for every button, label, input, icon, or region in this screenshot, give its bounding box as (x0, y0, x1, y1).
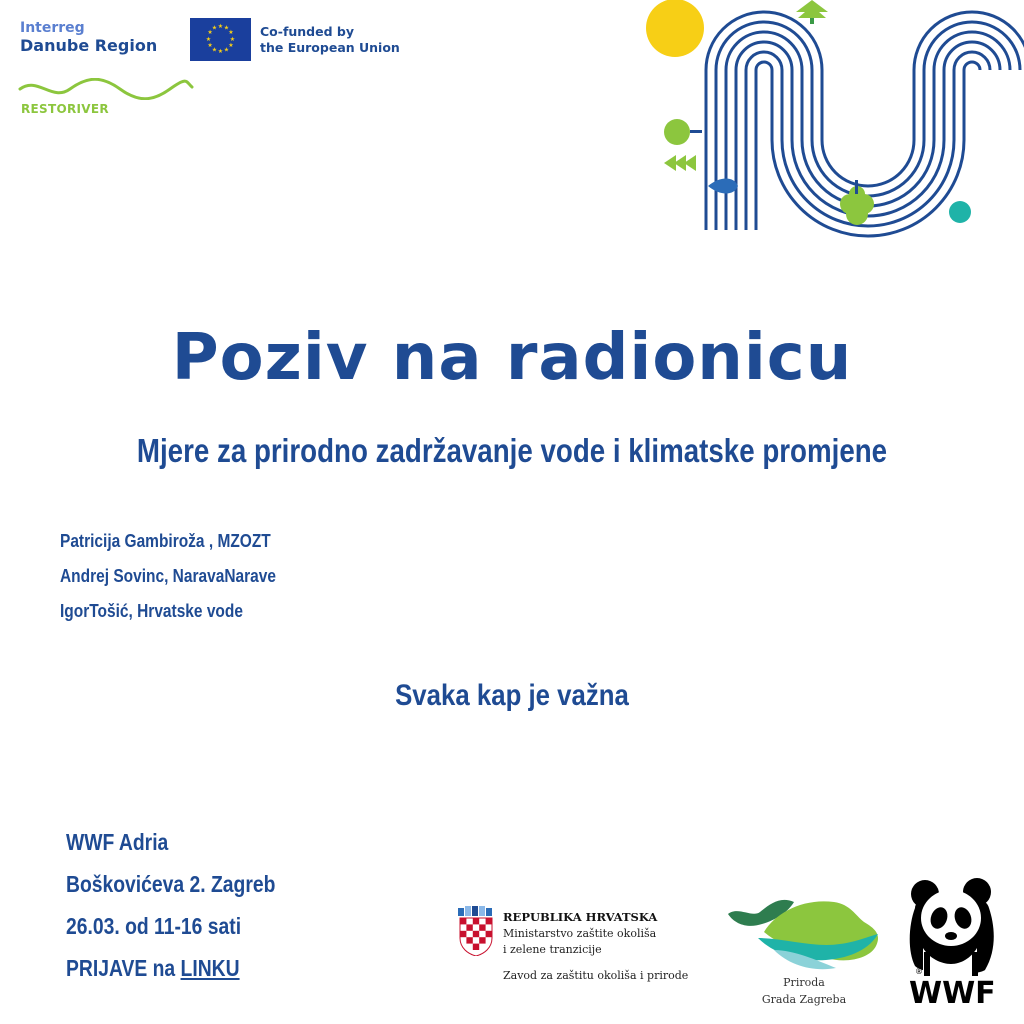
priroda-line2: Grada Zagreba (761, 993, 847, 1006)
page-subtitle: Mjere za prirodno zadržavanje vode i klimatske promjene (136, 432, 888, 469)
svg-text:★: ★ (217, 48, 224, 55)
cofunded-line2: the European Union (260, 40, 400, 55)
river-decoration-icon (630, 0, 1024, 240)
registered-mark: ® (915, 967, 923, 976)
svg-text:★: ★ (207, 42, 213, 49)
priroda-line1: Priroda (783, 976, 825, 989)
svg-text:★: ★ (229, 36, 236, 43)
speaker-item: Andrej Sovinc, NaravaNarave (60, 566, 276, 586)
svg-text:★: ★ (228, 29, 234, 36)
svg-text:★: ★ (207, 29, 213, 36)
svg-text:★: ★ (205, 36, 212, 43)
restoriver-label: RESTORIVER (21, 102, 109, 116)
organizer-text: WWF Adria (66, 829, 169, 855)
interreg-logo (20, 20, 157, 56)
svg-text:★: ★ (211, 24, 218, 32)
svg-text:★: ★ (228, 42, 234, 49)
restoriver-wave-icon (18, 78, 194, 100)
svg-text:★: ★ (223, 24, 230, 32)
signup-prefix: PRIJAVE na (66, 955, 176, 981)
speaker-item: IgorTošić, Hrvatske vode (60, 601, 243, 621)
page-title: Poziv na radionicu (171, 321, 853, 395)
datetime-text: 26.03. od 11-16 sati (66, 913, 242, 939)
wwf-logo-text: WWF (909, 976, 996, 1011)
tagline: Svaka kap je važna (395, 679, 629, 712)
cofunded-label (260, 24, 420, 56)
address-text: Boškovićeva 2. Zagreb (66, 871, 276, 897)
eu-flag-icon (190, 18, 251, 61)
svg-text:★: ★ (217, 23, 224, 30)
zavod-label: Zavod za zaštitu okoliša i prirode (503, 969, 689, 982)
croatia-coat-of-arms-icon (456, 906, 496, 956)
interreg-label: Interreg (20, 20, 85, 36)
signup-line (66, 955, 240, 982)
speaker-item: Patricija Gambiroža , MZOZT (60, 531, 271, 551)
priroda-leaf-icon (724, 892, 884, 974)
danube-region-label: Danube Region (20, 36, 158, 55)
svg-text:★: ★ (211, 46, 218, 54)
republika-label: REPUBLIKA HRVATSKA (503, 910, 658, 924)
svg-text:★: ★ (223, 46, 230, 54)
signup-link[interactable]: LINKU (180, 955, 240, 981)
ministry-line2: i zelene tranzicije (503, 943, 602, 956)
wwf-panda-icon (905, 878, 997, 978)
cofunded-line1: Co-funded by (260, 24, 355, 39)
ministry-line1: Ministarstvo zaštite okoliša (503, 927, 657, 940)
